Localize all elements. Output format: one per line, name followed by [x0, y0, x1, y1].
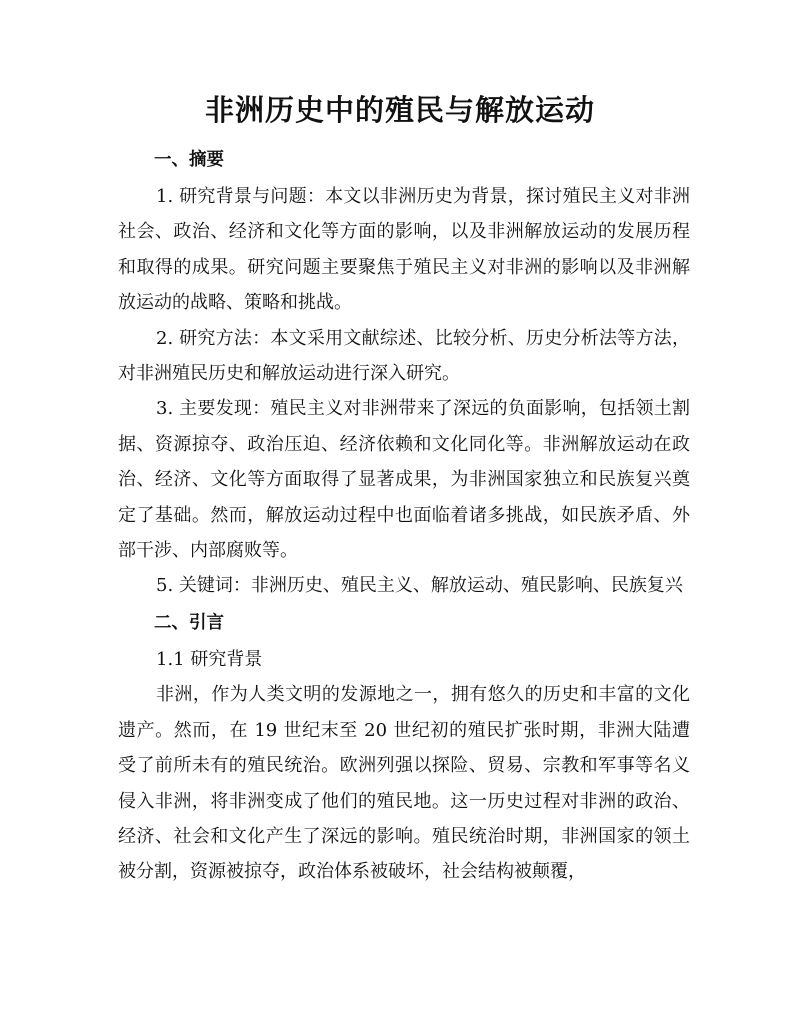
document-title: 非洲历史中的殖民与解放运动 [204, 93, 595, 127]
abstract-paragraph-findings: 3. 主要发现：殖民主义对非洲带来了深远的负面影响，包括领土割据、资源掠夺、政治压迫、经济依赖和文化同化等。非洲解放运动在政治、经济、文化等方面取得了显著成果，为非洲国家独立和民族复兴奠定了基础。然而，解放运动过程中也面临着诸多挑战，如民族矛盾、外部干涉、内部腐败等。 [118, 398, 690, 562]
abstract-paragraph-methods: 2. 研究方法：本文采用文献综述、比较分析、历史分析法等方法，对非洲殖民历史和解放运动进行深入研究。 [118, 327, 690, 385]
introduction-paragraph: 非洲，作为人类文明的发源地之一，拥有悠久的历史和丰富的文化遗产。然而，在 19 世纪末至 20 世纪初的殖民扩张时期，非洲大陆遭受了前所未有的殖民统治。欧洲列强以探险、贸易、宗教和军事等名义侵入非洲，将非洲变成了他们的殖民地。这一历史过程对非洲的政治、经济、社会和文化产生了深远的影响。殖民统治时期，非洲国家的领土被分割，资源被掠夺，政治体系被破坏，社会结构被颠覆， [118, 684, 690, 883]
subsection-heading-background: 1.1 研究背景 [156, 648, 263, 670]
section-heading-abstract: 一、摘要 [154, 150, 224, 170]
document-body [118, 141, 690, 890]
abstract-paragraph-keywords: 5. 关键词：非洲历史、殖民主义、解放运动、殖民影响、民族复兴 [156, 575, 683, 597]
abstract-paragraph-background: 1. 研究背景与问题：本文以非洲历史为背景，探讨殖民主义对非洲社会、政治、经济和文化等方面的影响，以及非洲解放运动的发展历程和取得的成果。研究问题主要聚焦于殖民主义对非洲的影响以及非洲解放运动的战略、策略和挑战。 [118, 186, 690, 314]
section-heading-introduction: 二、引言 [154, 612, 224, 633]
